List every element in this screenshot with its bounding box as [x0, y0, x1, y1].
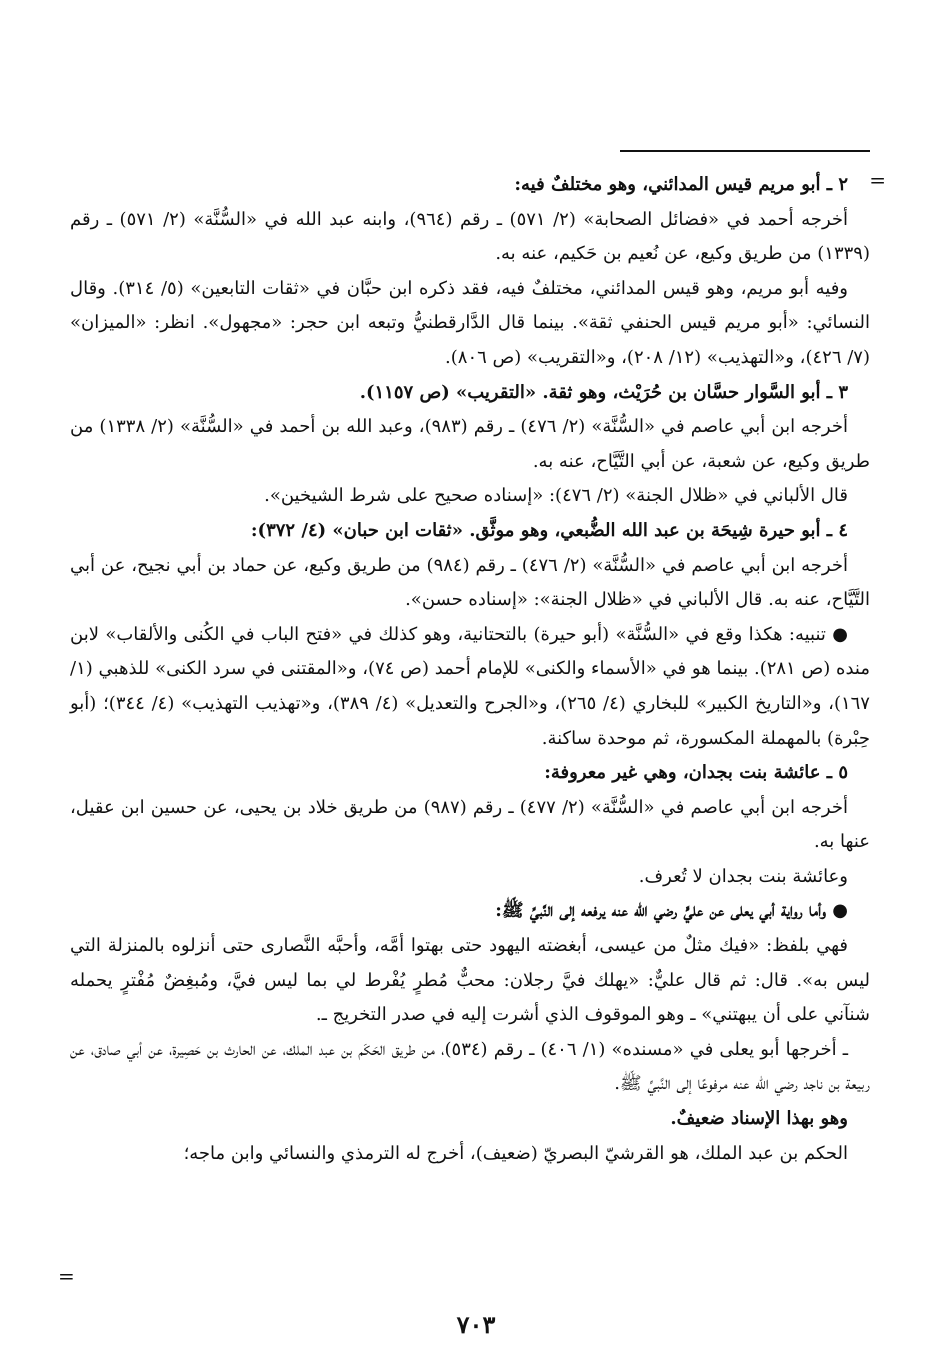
paragraph-albani-sahih: قال الألباني في «ظلال الجنة» (٢/ ٤٧٦): «إسناده صحيح على شرط الشيخين». — [264, 485, 848, 507]
item-heading-5: ٥ ـ عائشة بنت بجدان، وهي غير معروفة: — [544, 762, 848, 784]
item-heading-3: ٣ ـ أبو السَّوار حسَّان بن حُرَيْث، وهو ثقة. «التقريب» (ص ١١٥٧). — [359, 381, 848, 403]
footnote-text-block — [70, 168, 870, 1171]
item-heading-4: ٤ ـ أبو حيرة شِيحَة بن عبد الله الضُّبعي، وهو موثَّق. «ثقات ابن حبان» (٤/ ٣٧٢): — [250, 519, 848, 541]
paragraph-isnad-weak: وهو بهذا الإسناد ضعيفٌ. — [670, 1108, 848, 1130]
paragraph-hakam-grading: الحكم بن عبد الملك، هو القرشيّ البصريّ (ضعيف)، أخرج له الترمذي والنسائي وابن ماجه؛ — [183, 1142, 848, 1164]
paragraph-takhrij-ahmad: أخرجه أحمد في «فضائل الصحابة» (٢/ ٥٧١) ـ رقم (٩٦٤)، وابنه عبد الله في «السُّنَّة» (٢/ ٥٧١) ـ رقم (١٣٣٩) من طريق وكيع، عن نُعيم بن حَكيم، عنه به. — [70, 208, 870, 265]
continuation-marker-bottom: = — [58, 1264, 75, 1288]
paragraph-takhrij-abu-yala: ـ أخرجها أبو يعلى في «مسنده» (١/ ٤٠٦) ـ رقم (٥٣٤)، من طريق الحَكَم بن عبد الملك، عن الحارث بن حَصِيرة، عن أبي صادق، عن ربيعة بن ناجد رضي الله عنه مرفوعًا إلى النَّبيِّ ﷺ. — [70, 1038, 870, 1095]
paragraph-takhrij-ibn-abi-asim-984: أخرجه ابن أبي عاصم في «السُّنَّة» (٢/ ٤٧٦) ـ رقم (٩٨٤) من طريق وكيع، عن حماد بن أبي نجيح، عن أبي التَّيَّاح، عنه به. قال الألباني في «ظلال الجنة»: «إسناده حسن». — [70, 554, 870, 611]
page-number: ٧٠٣ — [456, 1310, 496, 1339]
paragraph-takhrij-ibn-abi-asim-987: أخرجه ابن أبي عاصم في «السُّنَّة» (٢/ ٤٧٧) ـ رقم (٩٨٧) من طريق خلاد بن يحيى، عن حسين ابن عقيل، عنها به. — [70, 796, 870, 853]
paragraph-takhrij-ibn-abi-asim-983: أخرجه ابن أبي عاصم في «السُّنَّة» (٢/ ٤٧٦) ـ رقم (٩٨٣)، وعبد الله بن أحمد في «السُّنَّة» (٢/ ١٣٣٨) من طريق وكيع، عن شعبة، عن أبي التَّيَّاح، عنه به. — [70, 416, 870, 472]
item-heading-2: ٢ ـ أبو مريم قيس المدائني، وهو مختلفٌ فيه: — [514, 174, 848, 195]
paragraph-abu-maryam-grading: وفيه أبو مريم، وهو قيس المدائني، مختلفٌ فيه، فقد ذكره ابن حبَّان في «ثقات التابعين» (٥/ ٣١٤). وقال النسائي: «أبو مريم قيس الحنفي ثقة». بينما قال الدَّارقطنيُّ وتبعه ابن حجر: «مجهول». انظر: «الميزان» (٧/ ٤٢٦)، و«التهذيب» (١٢/ ٢٠٨)، و«التقريب» (ص ٨٠٦). — [70, 277, 870, 368]
paragraph-hadith-wording: فهي بلفظ: «فيك مثلٌ من عيسى، أبغضته اليهود حتى بهتوا أمَّه، وأحبَّه النَّصارى حتى أنزلوه بالمنزلة التي ليس به». قال: ثم قال عليٌّ: «يهلك فيَّ رجلان: محبٌّ مُطرٍ يُفْرط لي بما ليس فيَّ، ومُبغِضٌ مُفْترٍ يحمله شنآني على أن يبهتني» ـ وهو الموقوف الذي أشرت إليه في صدر التخريج ـ. — [70, 935, 870, 1026]
paragraph-tanbih-note: ● تنبيه: هكذا وقع في «السُّنَّة» (أبو حيرة) بالتحتانية، وهو كذلك في «فتح الباب في الكُنى والألقاب» لابن منده (ص ٢٨١). بينما هو في «الأسماء والكنى» للإمام أحمد (ص ٧٤)، و«المقتنى في سرد الكنى» للذهبي (١/ ١٦٧)، و«التاريخ الكبير» للبخاري (٤/ ٢٦٥)، و«الجرح والتعديل» (٤/ ٣٨٩)، و«تهذيب التهذيب» (٤/ ٣٤٤)؛ (أبو حِبْرة) بالمهملة المكسورة، ثم موحدة ساكنة. — [70, 623, 870, 749]
continuation-marker-top: = — [869, 168, 886, 192]
heading-abu-yala-narration: ● وأما رواية أبي يعلى عن عليٍّ رضي الله عنه يرفعه إلى النَّبيِّ ﷺ: — [495, 900, 848, 922]
paragraph-aisha-unknown: وعائشة بنت بجدان لا تُعرف. — [638, 865, 848, 887]
book-page — [58, 0, 886, 1372]
footnote-separator-rule — [620, 150, 870, 152]
